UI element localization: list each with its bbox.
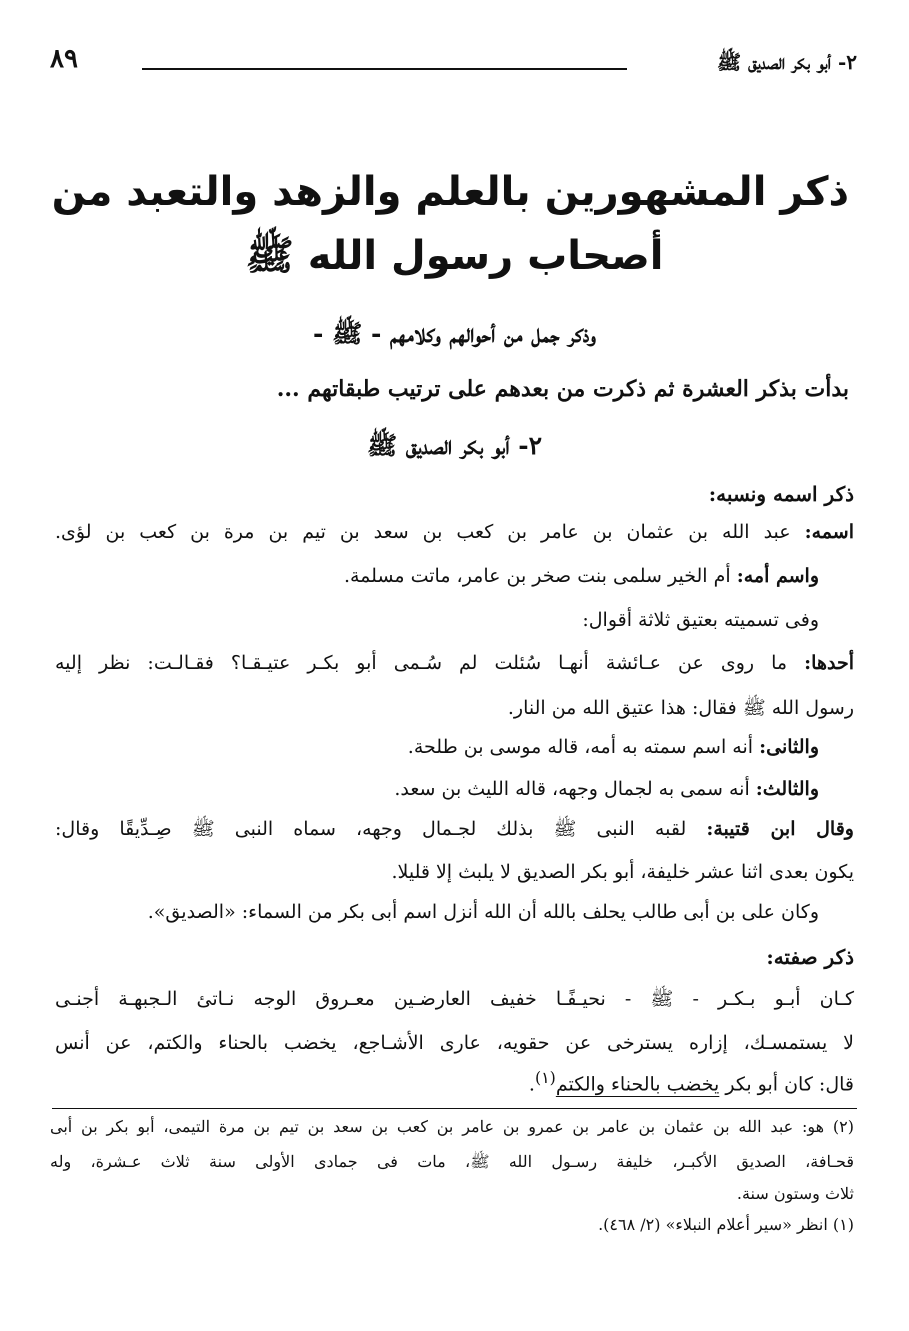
second-opinion-text: أنه اسم سمته به أمه، قاله موسى بن طلحة. bbox=[407, 736, 754, 758]
section-heading-name: ذكر اسمه ونسبه: bbox=[708, 482, 854, 506]
footnote-2-line-1: (٢) هو: عبد الله بن عثمان بن عامر بن عمرو بن عامر بن كعب بن سعد بن تيم بن مرة التيمى، أبو بكر بن أبى bbox=[50, 1117, 854, 1136]
footnote-marker-1: (١) bbox=[534, 1068, 556, 1087]
biography-title: ٢- أبو بكر الصديق ﷺ bbox=[366, 431, 543, 460]
footnote-1: (١) انظر «سير أعلام النبلاء» (٢/ ٤٦٨). bbox=[598, 1215, 854, 1234]
qutayba-line bbox=[55, 817, 854, 842]
third-opinion-text: أنه سمى به لجمال وجهه، قاله الليث بن سعد. bbox=[394, 778, 750, 800]
naming-intro: وفى تسميته بعتيق ثلاثة أقوال: bbox=[582, 609, 819, 631]
description-line-3 bbox=[529, 1068, 854, 1097]
second-opinion-line bbox=[408, 735, 819, 760]
chapter-title-line-2: أصحاب رسول الله ﷺ bbox=[245, 233, 664, 279]
running-header bbox=[50, 44, 857, 84]
qutayba-label: وقال ابن قتيبة: bbox=[706, 818, 854, 840]
first-opinion-label: أحدها: bbox=[804, 652, 854, 674]
mother-label: واسم أمه: bbox=[736, 565, 819, 587]
first-opinion-continuation: رسول الله ﷺ فقال: هذا عتيق الله من النار. bbox=[507, 697, 854, 719]
name-line bbox=[55, 520, 854, 545]
footnote-2-line-2: قحـافة، الصديق الأكبـر، خليفة رسـول الله ﷺ، مات فى جمادى الأولى سنة ثلاث عـشرة، وله bbox=[50, 1152, 854, 1171]
running-title: ٢- أبو بكر الصديق ﷺ bbox=[716, 50, 857, 74]
third-opinion-line bbox=[394, 777, 819, 802]
footnote-rule bbox=[52, 1108, 857, 1109]
qutayba-continuation: يكون بعدى اثنا عشر خليفة، أبو بكر الصديق لا يلبث إلا قليلا. bbox=[391, 861, 854, 883]
mother-text: أم الخير سلمى بنت صخر بن عامر، ماتت مسلمة. bbox=[343, 565, 731, 587]
name-label: اسمه: bbox=[804, 521, 854, 543]
name-text: عبد الله بن عثمان بن عامر بن كعب بن سعد بن تيم بن مرة بن كعب بن لؤى. bbox=[55, 521, 791, 543]
first-opinion-line bbox=[55, 651, 854, 676]
description-line-2: لا يستمسـك، إزاره يسترخى عن حقويه، عارى الأشـاجع، يخضب بالحناء والكتم، عن أنس bbox=[55, 1032, 854, 1054]
chapter-subtitle: وذكر جمل من أحوالهم وكلامهم - ﷺ - bbox=[312, 319, 597, 348]
header-rule bbox=[142, 68, 627, 70]
description-line-3-start: قال: كان أبو بكر bbox=[725, 1073, 854, 1096]
first-opinion-text: ما روى عن عـائشة أنهـا سُئلت لم سُـمى أبو بكـر عتيـقـا؟ فقـالـت: نظر إليه bbox=[55, 652, 788, 674]
intro-line: بدأت بذكر العشرة ثم ذكرت من بعدهم على ترتيب طبقاتهم ... bbox=[276, 376, 849, 402]
mother-line bbox=[344, 564, 819, 589]
description-line-3-end: . bbox=[528, 1073, 535, 1096]
qutayba-text: لقبه النبى ﷺ بذلك لجـمال وجهه، سماه النبى ﷺ صِـدِّيقًا وقال: bbox=[55, 818, 687, 840]
description-line-1: كـان أبـو بـكـر - ﷺ - نحيـفًـا خفيف العارضـين معـروق الوجه نـاتئ الـجبهـة أجنـى bbox=[55, 988, 854, 1010]
page-number: ٨٩ bbox=[50, 44, 78, 74]
third-opinion-label: والثالث: bbox=[755, 778, 819, 800]
footnote-2-line-3: ثلاث وستون سنة. bbox=[736, 1184, 854, 1203]
second-opinion-label: والثانى: bbox=[759, 736, 819, 758]
section-heading-description: ذكر صفته: bbox=[766, 945, 854, 969]
underlined-phrase: يخضب بالحناء والكتم bbox=[555, 1073, 720, 1096]
chapter-title-line-1: ذكر المشهورين بالعلم والزهد والتعبد من bbox=[51, 169, 849, 215]
ali-line: وكان على بن أبى طالب يحلف بالله أن الله أنزل اسم أبى بكر من السماء: «الصديق». bbox=[147, 901, 819, 923]
